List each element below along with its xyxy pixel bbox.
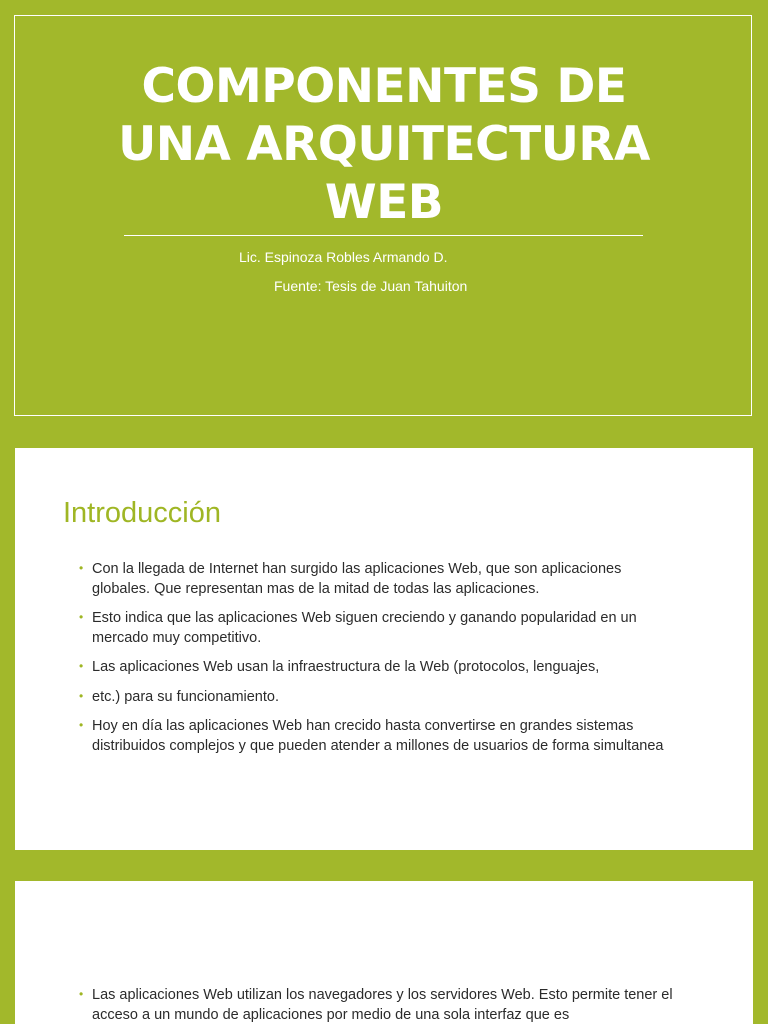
- list-item: [79, 986, 679, 1024]
- introduction-heading: Introducción: [63, 497, 221, 529]
- bullet-text: Las aplicaciones Web utilizan los navegadores y los servidores Web. Esto permite tener el acceso a un mundo de aplicaciones por medio de una sola interfaz que es: [92, 987, 673, 1023]
- list-item: [79, 609, 679, 648]
- slide-title-line: COMPONENTES DE: [141, 59, 627, 114]
- bullet-text: Esto indica que las aplicaciones Web siguen creciendo y ganando popularidad en un mercado muy competitivo.: [92, 610, 637, 646]
- bullet-icon: •: [79, 987, 84, 1001]
- bullet-text: Con la llegada de Internet han surgido las aplicaciones Web, que son aplicaciones globales. Que representan mas de la mitad de todas las aplicaciones.: [92, 561, 622, 597]
- list-item: [79, 560, 679, 599]
- title-divider: [124, 235, 643, 236]
- title-slide: [0, 0, 768, 432]
- bullet-text: Hoy en día las aplicaciones Web han crecido hasta convertirse en grandes sistemas distribuidos complejos y que pueden atender a millones de usuarios de forma simultanea: [92, 718, 664, 754]
- source-subtitle: Fuente: Tesis de Juan Tahuiton: [274, 278, 468, 294]
- introduction-bullet-list: [79, 560, 679, 766]
- slide-title: [60, 58, 708, 232]
- bullet-icon: •: [79, 561, 84, 575]
- slide-title-line: WEB: [324, 175, 444, 230]
- slide-title-line: UNA ARQUITECTURA: [118, 117, 650, 172]
- bullet-text: etc.) para su funcionamiento.: [92, 688, 279, 705]
- bullet-icon: •: [79, 659, 84, 673]
- bullet-icon: •: [79, 688, 84, 703]
- author-subtitle: Lic. Espinoza Robles Armando D.: [239, 249, 448, 265]
- bullet-text: Las aplicaciones Web usan la infraestructura de la Web (protocolos, lenguajes,: [92, 659, 600, 675]
- list-item: [79, 688, 679, 708]
- web-applications-bullet-list: [79, 986, 679, 1024]
- bullet-icon: •: [79, 610, 84, 624]
- bullet-icon: •: [79, 718, 84, 732]
- list-item: [79, 658, 679, 678]
- list-item: [79, 717, 679, 756]
